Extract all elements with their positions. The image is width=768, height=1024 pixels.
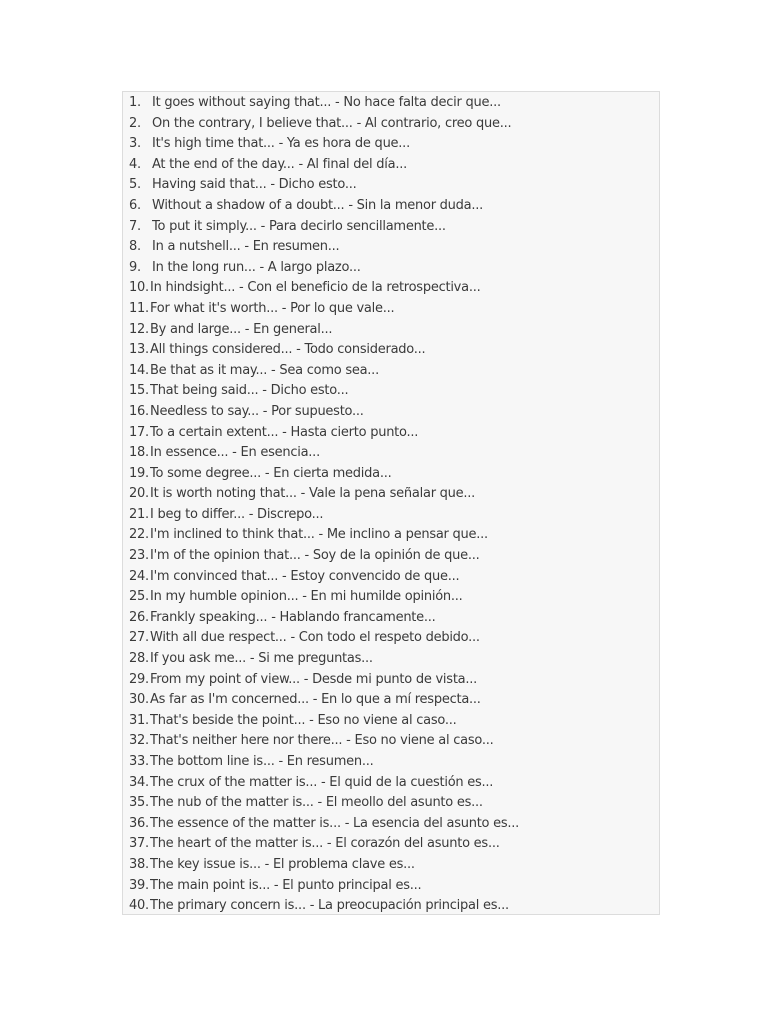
list-item [129,587,655,608]
item-number: 11. [129,300,149,316]
item-number: 34. [129,774,149,790]
list-item [129,402,655,423]
item-number: 9. [129,259,141,275]
phrase-text: In hindsight... - Con el beneficio de la retrospectiva... [150,280,481,296]
phrase-text: In essence... - En esencia... [150,445,320,461]
item-number: 10. [129,280,149,296]
list-item [129,237,655,258]
item-number: 32. [129,733,149,749]
item-number: 29. [129,671,149,687]
phrase-text: That's neither here nor there... - Eso no viene al caso... [150,733,494,749]
phrase-text: If you ask me... - Si me preguntas... [150,651,373,667]
list-item [129,278,655,299]
list-item [129,752,655,773]
phrase-text: I'm inclined to think that... - Me inclino a pensar que... [150,527,488,543]
list-item [129,628,655,649]
item-number: 7. [129,218,141,234]
item-number: 1. [129,95,141,110]
phrase-text: It is worth noting that... - Vale la pena señalar que... [150,486,476,502]
phrase-text: To some degree... - En cierta medida... [150,465,392,481]
list-item [129,711,655,732]
phrase-text: As far as I'm concerned... - En lo que a mí respecta... [150,692,481,708]
list-item [129,649,655,670]
list-item [129,114,655,135]
list-item [129,134,655,155]
item-number: 5. [129,177,141,193]
phrase-text: The nub of the matter is... - El meollo del asunto es... [150,795,483,811]
phrase-text: To a certain extent... - Hasta cierto punto... [150,424,419,440]
item-number: 27. [129,630,149,646]
list-item [129,855,655,876]
list-item [129,567,655,588]
item-number: 18. [129,445,149,461]
list-item [129,484,655,505]
list-item [129,196,655,217]
item-number: 24. [129,568,149,584]
item-number: 21. [129,506,149,522]
list-item [129,93,655,114]
phrase-text: To put it simply... - Para decirlo sencillamente... [152,218,446,234]
item-number: 19. [129,465,149,481]
item-number: 31. [129,712,149,728]
phrase-text: On the contrary, I believe that... - Al contrario, creo que... [152,115,512,131]
list-item [129,340,655,361]
phrase-text: All things considered... - Todo considerado... [150,342,426,358]
list-item [129,670,655,691]
item-number: 35. [129,795,149,811]
item-number: 40. [129,898,149,914]
item-number: 17. [129,424,149,440]
list-item [129,876,655,897]
phrase-text: I'm convinced that... - Estoy convencido de que... [150,568,460,584]
list-item [129,773,655,794]
item-number: 16. [129,403,149,419]
list-item [129,608,655,629]
phrase-text: It's high time that... - Ya es hora de que... [152,136,410,152]
phrase-text: At the end of the day... - Al final del día... [152,156,408,172]
item-number: 14. [129,362,149,378]
item-number: 30. [129,692,149,708]
phrase-text: In a nutshell... - En resumen... [152,239,340,255]
phrase-text: The main point is... - El punto principal es... [150,877,422,893]
list-item [129,505,655,526]
list-item [129,546,655,567]
phrase-text: Frankly speaking... - Hablando francamente... [150,609,436,625]
item-number: 36. [129,815,149,831]
phrase-text: It goes without saying that... - No hace falta decir que... [152,95,501,110]
phrase-text: The heart of the matter is... - El corazón del asunto es... [150,836,500,852]
list-item [129,217,655,238]
item-number: 13. [129,342,149,358]
phrase-text: I'm of the opinion that... - Soy de la opinión de que... [150,548,480,564]
item-number: 33. [129,754,149,769]
phrase-text: In my humble opinion... - En mi humilde opinión... [150,589,463,605]
phrase-text: Having said that... - Dicho esto... [152,177,357,193]
phrase-text: The bottom line is... - En resumen... [150,754,374,769]
item-number: 4. [129,156,141,172]
list-item [129,834,655,855]
phrase-text: I beg to differ... - Discrepo... [150,506,324,522]
phrase-text: From my point of view... - Desde mi punto de vista... [150,671,478,687]
list-item [129,258,655,279]
list-item [129,793,655,814]
list-item [129,814,655,835]
list-item [129,381,655,402]
phrase-text: Needless to say... - Por supuesto... [150,403,364,419]
item-number: 12. [129,321,149,337]
list-item [129,525,655,546]
phrase-text: Without a shadow of a doubt... - Sin la menor duda... [152,197,484,213]
list-item [129,896,655,917]
item-number: 2. [129,115,141,131]
phrase-text: The essence of the matter is... - La esencia del asunto es... [150,815,520,831]
list-item [129,361,655,382]
item-number: 25. [129,589,149,605]
item-number: 15. [129,383,149,399]
list-item [129,155,655,176]
item-number: 20. [129,486,149,502]
list-item [129,731,655,752]
list-item [129,175,655,196]
list-item [129,423,655,444]
item-number: 38. [129,856,149,872]
item-number: 8. [129,239,141,255]
item-number: 3. [129,136,141,152]
list-item [129,690,655,711]
phrase-text: Be that as it may... - Sea como sea... [150,362,379,378]
list-item [129,464,655,485]
phrase-text: The primary concern is... - La preocupación principal es... [150,898,509,914]
item-number: 6. [129,197,141,213]
phrase-text: The key issue is... - El problema clave es... [150,856,415,872]
phrase-text: For what it's worth... - Por lo que vale... [150,300,395,316]
item-number: 37. [129,836,149,852]
phrase-list [129,93,655,917]
phrase-text: In the long run... - A largo plazo... [152,259,361,275]
list-item [129,299,655,320]
phrase-text: The crux of the matter is... - El quid de la cuestión es... [150,774,494,790]
list-item [129,443,655,464]
phrase-text: With all due respect... - Con todo el respeto debido... [150,630,480,646]
phrase-text: By and large... - En general... [150,321,333,337]
item-number: 39. [129,877,149,893]
phrase-text: That's beside the point... - Eso no viene al caso... [150,712,457,728]
phrase-text: That being said... - Dicho esto... [150,383,349,399]
list-item [129,320,655,341]
item-number: 26. [129,609,149,625]
item-number: 22. [129,527,149,543]
item-number: 28. [129,651,149,667]
item-number: 23. [129,548,149,564]
phrase-list-box [122,91,660,915]
